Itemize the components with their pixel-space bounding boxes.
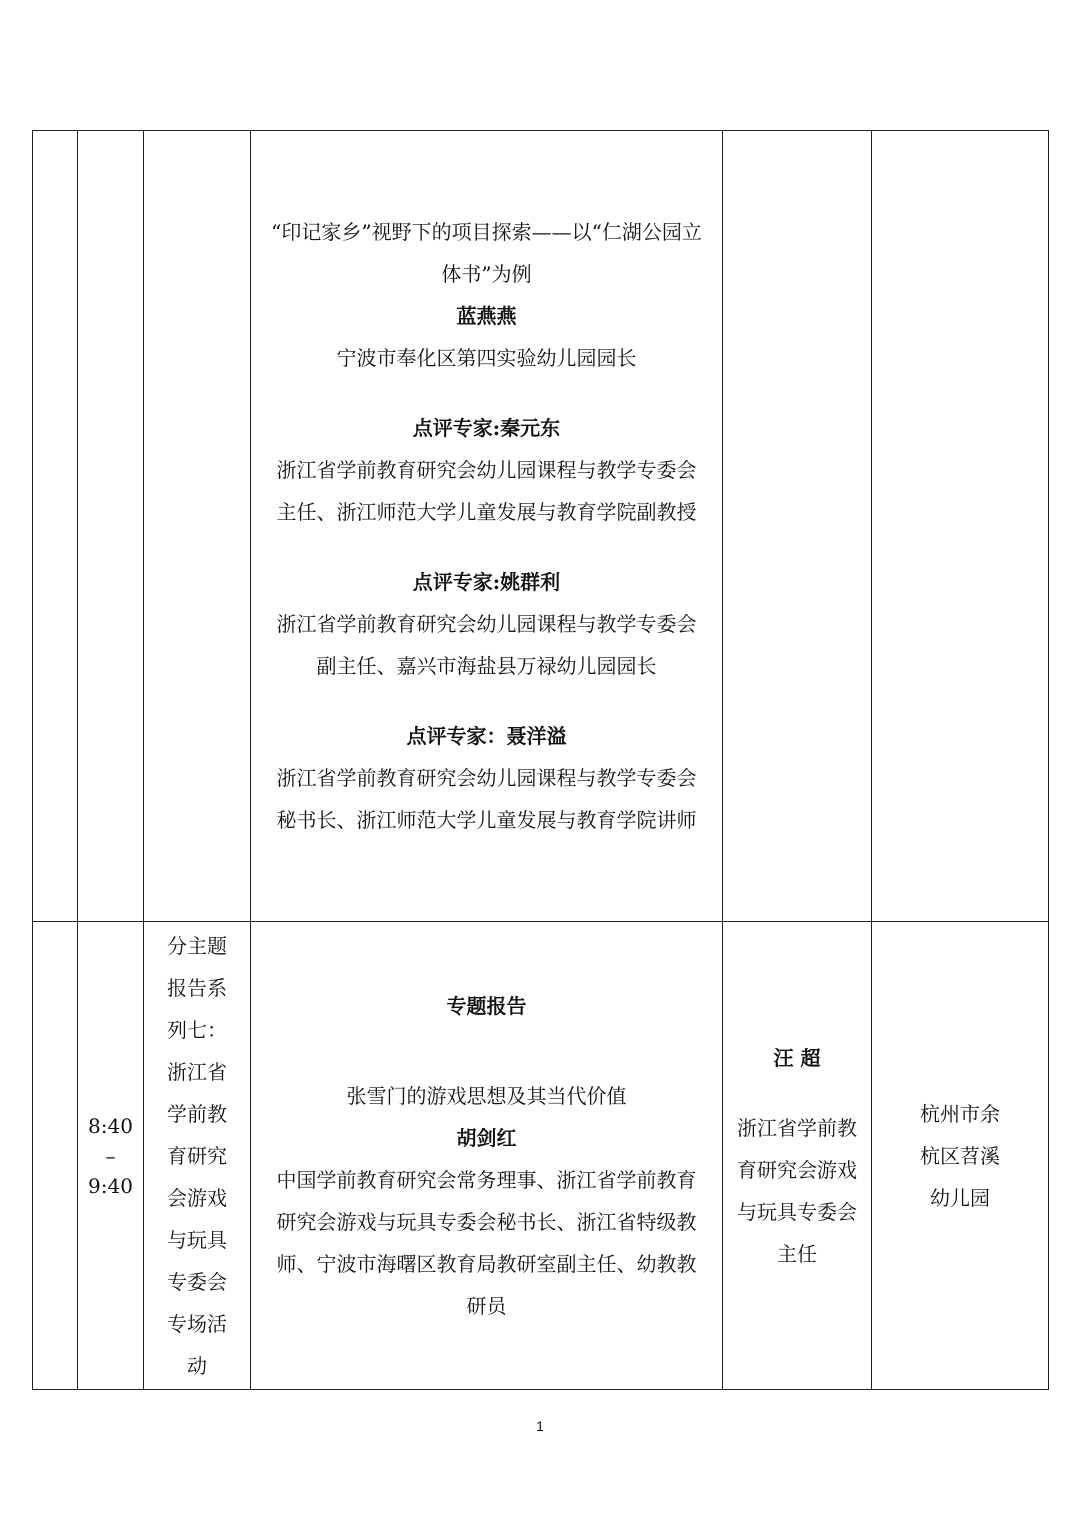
host-cell: [723, 922, 872, 1390]
venue-name: 杭州市余杭区苕溪幼儿园: [920, 1101, 1000, 1210]
content-cell: [251, 131, 723, 922]
schedule-row: [33, 922, 1049, 1390]
reviewer-title: 浙江省学前教育研究会幼儿园课程与教学专委会主任、浙江师范大学儿童发展与教育学院副教授: [276, 458, 697, 524]
speaker-name: 胡剑红: [456, 1125, 517, 1150]
session-title: 分主题报告系列七：浙江省学前教育研究会游戏与玩具专委会专场活动: [167, 933, 227, 1378]
blank-cell: [33, 131, 78, 922]
session-cell: [144, 922, 251, 1390]
topic-title: “印记家乡”视野下的项目探索——以“仁湖公园立体书”为例: [271, 220, 702, 286]
blank-cell: [33, 922, 78, 1390]
reviewer-label: 点评专家：聂洋溢: [406, 724, 567, 748]
section-title: 专题报告: [446, 993, 527, 1018]
reviewer-title: 浙江省学前教育研究会幼儿园课程与教学专委会秘书长、浙江师范大学儿童发展与教育学院讲师: [276, 766, 697, 832]
schedule-row: [33, 131, 1049, 922]
time-dash: –: [105, 1143, 116, 1168]
time-cell: [78, 922, 144, 1390]
reviewer-label: 点评专家:姚群利: [412, 570, 561, 594]
reviewer-label: 点评专家:秦元东: [412, 416, 561, 440]
speaker-name: 蓝燕燕: [456, 304, 517, 328]
time-end: 9:40: [88, 1173, 133, 1198]
host-title: 浙江省学前教育研究会游戏与玩具专委会主任: [737, 1115, 857, 1266]
schedule-table: [32, 130, 1049, 1390]
host-cell: [723, 131, 872, 922]
venue-cell: [872, 131, 1049, 922]
content-cell: [251, 922, 723, 1390]
reviewer-title: 浙江省学前教育研究会幼儿园课程与教学专委会副主任、嘉兴市海盐县万禄幼儿园园长: [276, 612, 697, 678]
host-name: 汪 超: [773, 1045, 821, 1070]
speaker-title: 宁波市奉化区第四实验幼儿园园长: [336, 346, 637, 370]
speaker-title: 中国学前教育研究会常务理事、浙江省学前教育研究会游戏与玩具专委会秘书长、浙江省特级教师、宁波市海曙区教育局教研室副主任、幼教教研员: [276, 1167, 697, 1318]
topic-title: 张雪门的游戏思想及其当代价值: [346, 1083, 627, 1108]
time-cell: [78, 131, 144, 922]
time-start: 8:40: [88, 1113, 133, 1138]
session-cell: [144, 131, 251, 922]
venue-cell: [872, 922, 1049, 1390]
page-number: 1: [536, 1418, 544, 1434]
